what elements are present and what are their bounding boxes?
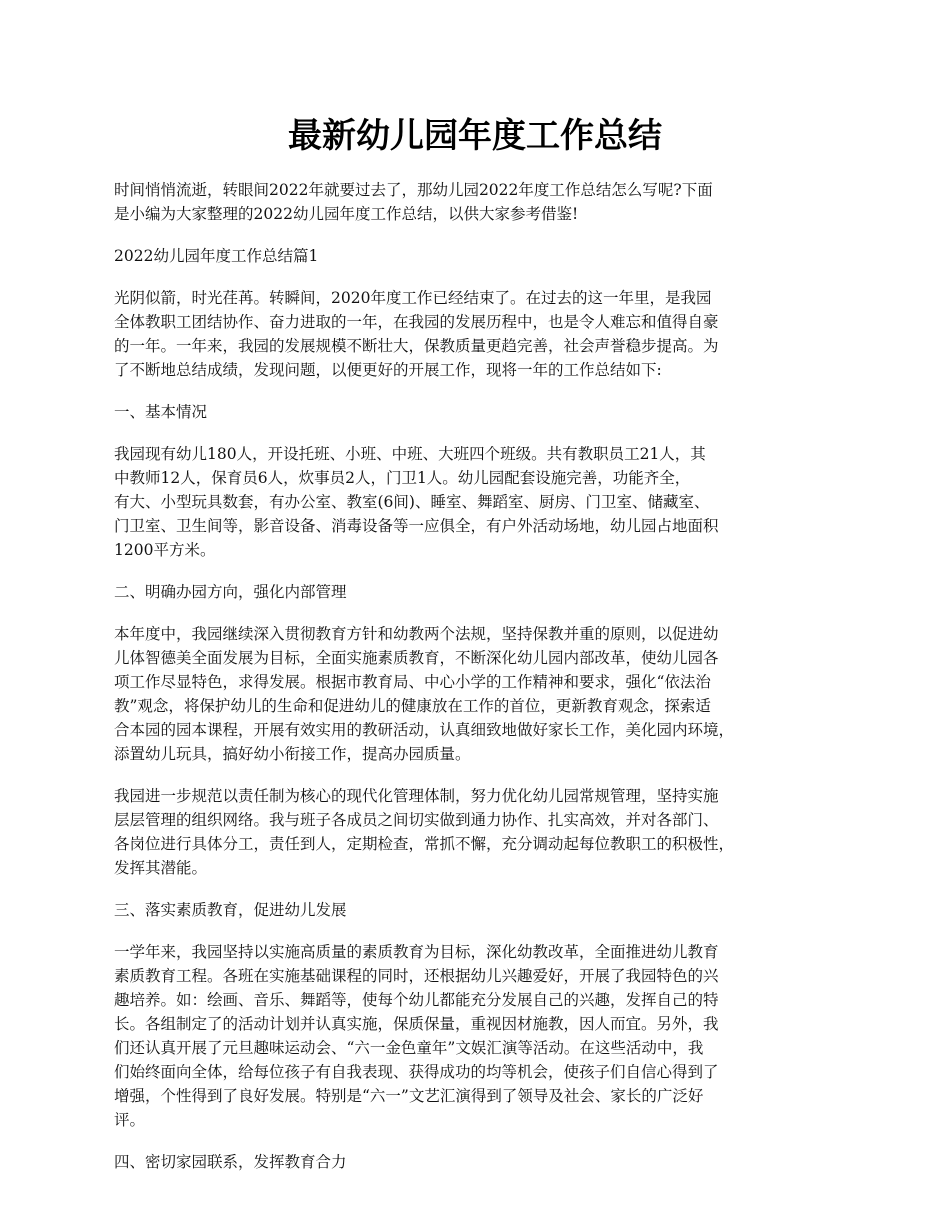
document-body bbox=[114, 178, 852, 1192]
section-2-heading: 二、明确办园方向，强化内部管理 bbox=[114, 583, 347, 601]
intro-paragraph: 时间悄悄流逝，转眼间2022年就要过去了，那幼儿园2022年度工作总结怎么写呢?下面 是小编为大家整理的2022幼儿园年度工作总结，以供大家参考借鉴! bbox=[114, 181, 713, 223]
section-4-heading: 四、密切家园联系，发挥教育合力 bbox=[114, 1153, 347, 1171]
section-2-paragraph-1: 本年度中，我园继续深入贯彻教育方针和幼教两个法规，坚持保教并重的原则，以促进幼 儿体智德美全面发展为目标，全面实施素质教育，不断深化幼儿园内部改革，使幼儿园各 项工作尽显特色，求得发展。根据市教育局、中心小学的工作精神和要求，强化“依法治 教”观念，将保护幼儿的生命和促进幼儿的健康放在工作的首位，更新教育观念，探索适 合本园的园本课程，开展有效实用的教研活动，认真细致地做好家长工作，美化园内环境， 添置幼儿玩具，搞好幼小衔接工作，提高办园质量。 bbox=[114, 625, 735, 763]
section-2-paragraph-2: 我园进一步规范以责任制为核心的现代化管理体制，努力优化幼儿园常规管理，坚持实施 层层管理的组织网络。我与班子各成员之间切实做到通力协作、扎实高效，并对各部门、 各岗位进行具体分工，责任到人，定期检查，常抓不懈，充分调动起每位教职工的积极性， 发挥其潜能。 bbox=[114, 787, 735, 877]
opening-paragraph: 光阴似箭，时光荏苒。转瞬间，2020年度工作已经结束了。在过去的这一年里，是我园 全体教职工团结协作、奋力进取的一年，在我园的发展历程中，也是令人难忘和值得自豪 的一年。一年来，我园的发展规模不断壮大，保教质量更趋完善，社会声誉稳步提高。为 了不断地总结成绩，发现问题，以便更好的开展工作，现将一年的工作总结如下: bbox=[114, 289, 719, 379]
section-3-heading: 三、落实素质教育，促进幼儿发展 bbox=[114, 901, 347, 919]
section-1-heading: 一、基本情况 bbox=[114, 403, 208, 421]
document-title: 最新幼儿园年度工作总结 bbox=[288, 116, 662, 156]
part-title: 2022幼儿园年度工作总结篇1 bbox=[114, 247, 319, 265]
section-3-paragraph: 一学年来，我园坚持以实施高质量的素质教育为目标，深化幼教改革，全面推进幼儿教育 素质教育工程。各班在实施基础课程的同时，还根据幼儿兴趣爱好，开展了我园特色的兴 趣培养。如：绘画、音乐、舞蹈等，使每个幼儿都能充分发展自己的兴趣，发挥自己的特 长。各组制定了的活动计划并认真实施，保质保量，重视因材施教，因人而宜。另外，我 们还认真开展了元旦趣味运动会、“六一金色童年”文娱汇演等活动。在这些活动中，我 们始终面向全体，给每位孩子有自我表现、获得成功的均等机会，使孩子们自信心得到了 增强，个性得到了良好发展。特别是“六一”文艺汇演得到了领导及社会、家长的广泛好 评。 bbox=[114, 943, 719, 1129]
section-1-paragraph: 我园现有幼儿180人，开设托班、小班、中班、大班四个班级。共有教职员工21人，其 中教师12人，保育员6人，炊事员2人，门卫1人。幼儿园配套设施完善，功能齐全， 有大、小型玩具数套，有办公室、教室(6间)、睡室、舞蹈室、厨房、门卫室、储藏室、 门卫室、卫生间等，影音设备、消毒设备等一应俱全，有户外活动场地，幼儿园占地面积 1200平方米。 bbox=[114, 445, 719, 559]
